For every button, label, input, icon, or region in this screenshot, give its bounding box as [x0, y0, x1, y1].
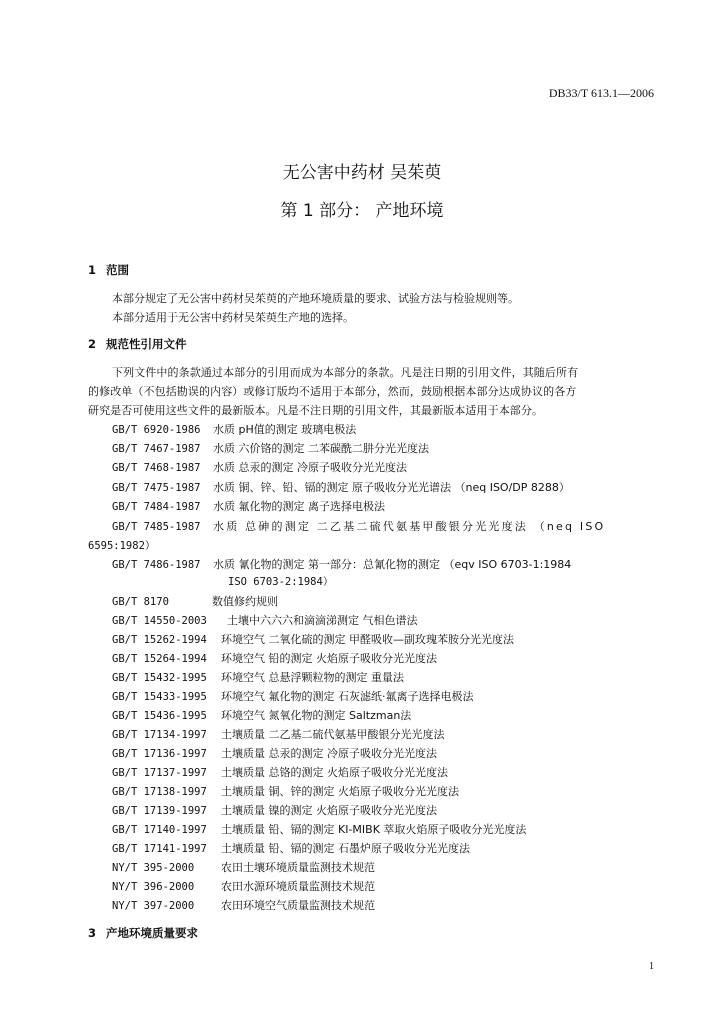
- reference-title: 水质 pH值的测定 玻璃电极法: [213, 423, 357, 436]
- reference-code: GB/T 15262-1994: [112, 634, 207, 646]
- reference-code: GB/T 7484-1987: [112, 501, 201, 513]
- reference-title: 土壤质量 铅、镉的测定 KI-MIBK 萃取火焰原子吸收分光光度法: [221, 823, 527, 836]
- reference-code: GB/T 7468-1987: [112, 462, 201, 474]
- reference-entry: [112, 440, 429, 456]
- section-number: 3: [88, 926, 97, 940]
- reference-title: 农田环境空气质量监测技术规范: [221, 899, 375, 912]
- reference-entry: [112, 802, 437, 818]
- section-2-intro-line-3: 研究是否可使用这些文件的最新版本。凡是不注日期的引用文件，其最新版本适用于本部分。: [88, 404, 544, 417]
- reference-entry: [112, 783, 459, 799]
- standard-number: DB33/T 613.1—2006: [548, 86, 654, 100]
- reference-title: 水质 六价铬的测定 二苯碳酰二肼分光光度法: [213, 442, 429, 455]
- section-1-paragraph-2: 本部分适用于无公害中药材吴茱萸生产地的选择。: [112, 311, 354, 324]
- section-number: 1: [88, 263, 97, 277]
- section-1-heading: [88, 262, 129, 278]
- document-subtitle: 第 1 部分： 产地环境: [280, 201, 444, 221]
- reference-continuation: 6595:1982）: [88, 540, 156, 552]
- reference-title: 土壤质量 二乙基二硫代氨基甲酸银分光光度法: [221, 728, 445, 741]
- reference-entry: [112, 650, 437, 666]
- reference-entry: [112, 840, 470, 856]
- reference-entry: [112, 421, 356, 437]
- reference-code: GB/T 17138-1997: [112, 786, 207, 798]
- reference-title: 土壤质量 铅、镉的测定 石墨炉原子吸收分光光度法: [221, 842, 470, 855]
- reference-entry: [112, 459, 407, 475]
- reference-title: 农田土壤环境质量监测技术规范: [221, 861, 375, 874]
- page-number: 1: [649, 961, 654, 972]
- reference-title: 水质 总砷的测定 二乙基二硫代氨基甲酸银分光光度法 （neq ISO: [213, 520, 606, 533]
- reference-entry: [112, 821, 526, 837]
- reference-title: 环境空气 铅的测定 火焰原子吸收分光光度法: [221, 652, 437, 665]
- reference-code: GB/T 7467-1987: [112, 443, 201, 455]
- reference-title: 水质 氰化物的测定 第一部分：总氰化物的测定 （eqv ISO 6703-1:1984: [213, 558, 572, 571]
- reference-title: 土壤质量 铜、锌的测定 火焰原子吸收分光光度法: [221, 785, 459, 798]
- reference-entry: [112, 897, 375, 913]
- reference-title: 土壤中六六六和滴滴涕测定 气相色谱法: [227, 614, 418, 627]
- reference-entry: [112, 612, 418, 628]
- reference-code: GB/T 17137-1997: [112, 767, 207, 779]
- section-title: 范围: [106, 263, 129, 277]
- reference-entry: [112, 859, 375, 875]
- reference-code: GB/T 17134-1997: [112, 729, 207, 741]
- reference-code: GB/T 17141-1997: [112, 843, 207, 855]
- reference-code: GB/T 7485-1987: [112, 521, 201, 533]
- section-2-intro-line-1: 下列文件中的条款通过本部分的引用而成为本部分的条款。凡是注日期的引用文件，其随后所有: [112, 366, 579, 379]
- reference-code: GB/T 6920-1986: [112, 424, 201, 436]
- reference-title: 环境空气 总悬浮颗粒物的测定 重量法: [221, 671, 404, 684]
- reference-title: 水质 总汞的测定 冷原子吸收分光光度法: [213, 461, 407, 474]
- reference-code: GB/T 7475-1987: [112, 482, 201, 494]
- reference-title: 土壤质量 总铬的测定 火焰原子吸收分光光度法: [221, 766, 448, 779]
- reference-entry: [112, 479, 570, 495]
- reference-title: 数值修约规则: [212, 595, 278, 608]
- reference-title: 环境空气 氟化物的测定 石灰滤纸·氟离子选择电极法: [221, 690, 474, 703]
- reference-code: NY/T 396-2000: [112, 881, 195, 893]
- section-number: 2: [88, 337, 97, 351]
- reference-code: GB/T 15432-1995: [112, 672, 207, 684]
- section-3-heading: [88, 925, 198, 941]
- reference-title: 农田水源环境质量监测技术规范: [221, 880, 375, 893]
- reference-code: GB/T 15436-1995: [112, 710, 207, 722]
- section-title: 规范性引用文件: [106, 337, 187, 351]
- reference-title: 环境空气 氮氧化物的测定 Saltzman法: [221, 709, 412, 722]
- reference-code: GB/T 7486-1987: [112, 559, 201, 571]
- reference-code: GB/T 15264-1994: [112, 653, 207, 665]
- reference-code: GB/T 17140-1997: [112, 824, 207, 836]
- reference-code: GB/T 15433-1995: [112, 691, 207, 703]
- reference-entry: [112, 556, 571, 572]
- reference-code: NY/T 397-2000: [112, 900, 195, 912]
- reference-continuation: ISO 6703-2:1984）: [228, 576, 334, 588]
- reference-code: GB/T 14550-2003: [112, 615, 207, 627]
- section-title: 产地环境质量要求: [106, 926, 198, 940]
- section-1-paragraph-1: 本部分规定了无公害中药材吴茱萸的产地环境质量的要求、试验方法与检验规则等。: [112, 292, 519, 305]
- reference-entry: [112, 498, 385, 514]
- reference-entry: [112, 518, 605, 534]
- reference-entry: [112, 688, 474, 704]
- reference-code: GB/T 17136-1997: [112, 748, 207, 760]
- section-2-intro-line-2: 的修改单（不包括勘误的内容）或修订版均不适用于本部分，然而，鼓励根据本部分达成协议的各方: [88, 385, 577, 398]
- reference-entry: [112, 631, 514, 647]
- reference-entry: [112, 593, 278, 609]
- reference-title: 土壤质量 总汞的测定 冷原子吸收分光光度法: [221, 747, 437, 760]
- reference-title: 土壤质量 镍的测定 火焰原子吸收分光光度法: [221, 804, 437, 817]
- reference-code: GB/T 8170: [112, 596, 169, 608]
- reference-entry: [112, 726, 445, 742]
- reference-entry: [112, 707, 411, 723]
- reference-code: GB/T 17139-1997: [112, 805, 207, 817]
- reference-title: 环境空气 二氧化硫的测定 甲醛吸收—副玫瑰苯胺分光光度法: [221, 633, 514, 646]
- reference-entry: [112, 764, 448, 780]
- section-2-heading: [88, 336, 187, 352]
- reference-entry: [112, 878, 375, 894]
- reference-entry: [112, 745, 437, 761]
- reference-title: 水质 铜、锌、铅、镉的测定 原子吸收分光光谱法 （neq ISO/DP 8288）: [213, 481, 570, 494]
- reference-title: 水质 氟化物的测定 离子选择电极法: [213, 500, 385, 513]
- reference-code: NY/T 395-2000: [112, 862, 195, 874]
- document-title: 无公害中药材 吴茱萸: [282, 163, 442, 183]
- reference-entry: [112, 669, 404, 685]
